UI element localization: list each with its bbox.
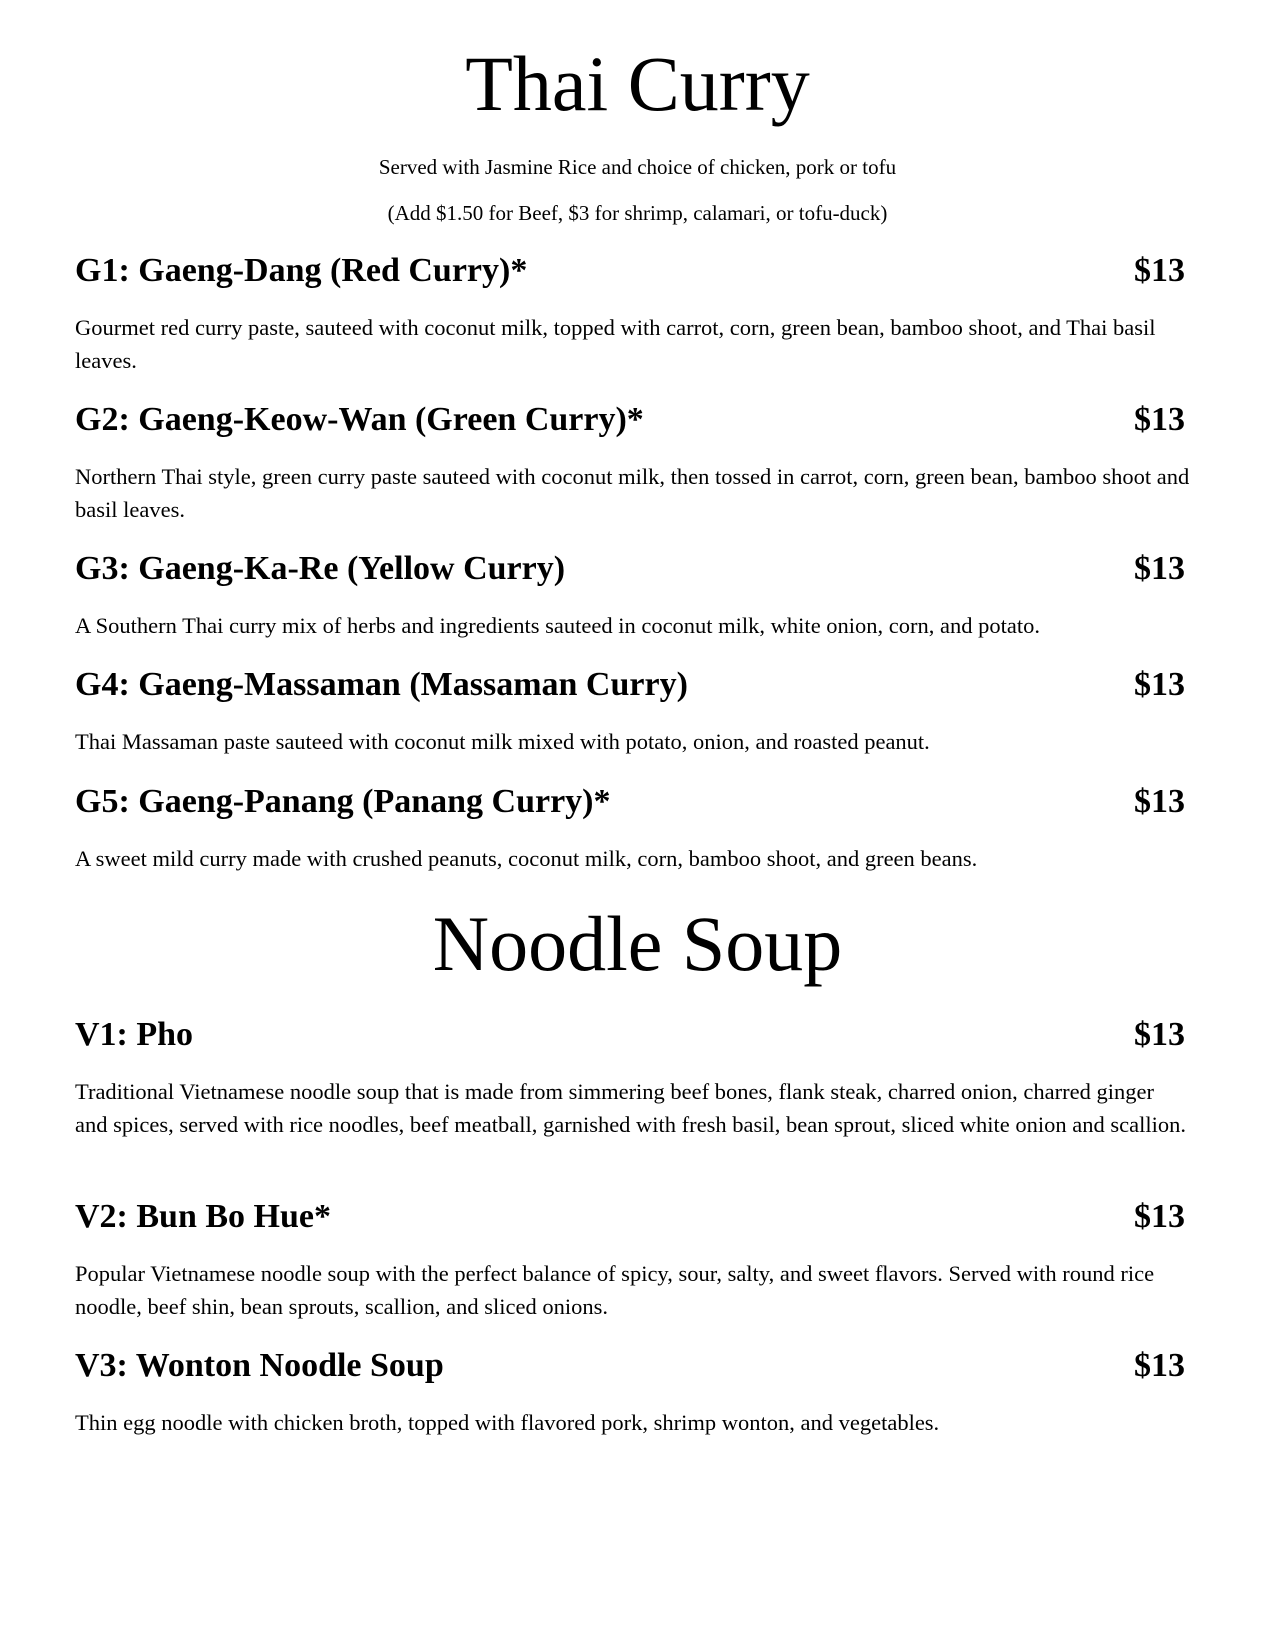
item-name: G1: Gaeng-Dang (Red Curry)* <box>75 252 528 289</box>
item-description: Gourmet red curry paste, sauteed with coconut milk, topped with carrot, corn, green bean, bamboo shoot, and Thai basil leaves. <box>75 315 1156 373</box>
item-description: Popular Vietnamese noodle soup with the perfect balance of spicy, sour, salty, and sweet flavors. Served with round rice noodle, beef shin, bean sprouts, scallion, and sliced onions. <box>75 1261 1155 1319</box>
menu-item-g3 <box>75 548 1185 590</box>
item-description: A Southern Thai curry mix of herbs and ingredients sauteed in coconut milk, white onion, corn, and potato. <box>75 613 1041 638</box>
item-name: G5: Gaeng-Panang (Panang Curry)* <box>75 783 611 820</box>
item-price: $13 <box>1134 401 1185 438</box>
item-description: Thin egg noodle with chicken broth, topped with flavored pork, shrimp wonton, and vegetables. <box>75 1410 940 1435</box>
item-name: G2: Gaeng-Keow-Wan (Green Curry)* <box>75 401 644 438</box>
item-price: $13 <box>1134 1016 1185 1053</box>
item-name: V3: Wonton Noodle Soup <box>75 1347 444 1384</box>
item-name: V2: Bun Bo Hue* <box>75 1198 331 1235</box>
item-price: $13 <box>1134 783 1185 820</box>
section-title-thai-curry: Thai Curry <box>465 40 810 127</box>
item-description: Northern Thai style, green curry paste sauteed with coconut milk, then tossed in carrot, corn, green bean, bamboo shoot and basil leaves. <box>75 464 1190 522</box>
menu-item-v2 <box>75 1196 1185 1238</box>
thai-curry-subtitle-1: Served with Jasmine Rice and choice of chicken, pork or tofu <box>378 155 897 179</box>
section-title-noodle-soup: Noodle Soup <box>432 900 843 987</box>
menu-item-v3 <box>75 1345 1185 1387</box>
item-name: G4: Gaeng-Massaman (Massaman Curry) <box>75 666 688 703</box>
item-price: $13 <box>1134 666 1185 703</box>
item-description: A sweet mild curry made with crushed peanuts, coconut milk, corn, bamboo shoot, and green beans. <box>75 846 978 871</box>
item-name: G3: Gaeng-Ka-Re (Yellow Curry) <box>75 550 566 587</box>
item-description: Traditional Vietnamese noodle soup that is made from simmering beef bones, flank steak, charred onion, charred ginger and spices, served with rice noodles, beef meatball, garnished with fresh basil, bean sprout, sliced white onion and scallion. <box>75 1079 1186 1137</box>
item-price: $13 <box>1134 252 1185 289</box>
menu-item-g2 <box>75 399 1185 441</box>
item-price: $13 <box>1134 1347 1185 1384</box>
menu-item-g5 <box>75 781 1185 823</box>
item-price: $13 <box>1134 550 1185 587</box>
menu-item-g1 <box>75 250 1185 292</box>
item-description: Thai Massaman paste sauteed with coconut milk mixed with potato, onion, and roasted peanut. <box>75 729 930 754</box>
item-price: $13 <box>1134 1198 1185 1235</box>
thai-curry-subtitle-2: (Add $1.50 for Beef, $3 for shrimp, calamari, or tofu-duck) <box>387 201 888 225</box>
menu-item-v1 <box>75 1014 1185 1056</box>
item-name: V1: Pho <box>75 1016 194 1053</box>
menu-item-g4 <box>75 664 1185 706</box>
